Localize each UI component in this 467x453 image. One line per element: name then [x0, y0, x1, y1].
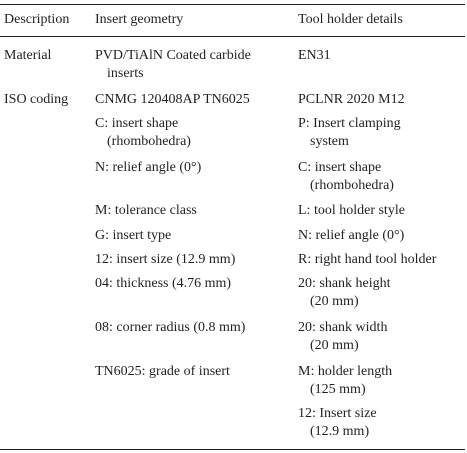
row-insert-geometry [95, 275, 231, 293]
cell-line: TN6025: grade of insert [95, 364, 230, 379]
row-tool-holder [298, 363, 392, 399]
row-tool-holder [298, 91, 405, 109]
cell-line: N: relief angle (0°) [298, 228, 405, 243]
cell-line: C: insert shape [95, 116, 179, 131]
cell-line: L: tool holder style [298, 203, 405, 218]
cell-line: EN31 [298, 48, 331, 63]
cell-line: inserts [107, 66, 144, 81]
cell-line: PVD/TiAlN Coated carbide [95, 48, 251, 63]
row-tool-holder [298, 159, 394, 195]
row-tool-holder [298, 319, 387, 355]
cell-line: 08: corner radius (0.8 mm) [95, 320, 246, 335]
row-tool-holder [298, 115, 401, 151]
row-insert-geometry [95, 202, 197, 220]
cell-line: (20 mm) [310, 294, 359, 309]
cell-line: G: insert type [95, 228, 172, 243]
row-insert-geometry [95, 319, 245, 337]
cell-line: N: relief angle (0°) [95, 160, 202, 175]
cell-line: M: holder length [298, 364, 393, 379]
cell-line: R: right hand tool holder [298, 252, 437, 267]
row-tool-holder [298, 202, 405, 220]
header-insert-geometry: Insert geometry [95, 12, 184, 27]
row-tool-holder [298, 47, 331, 65]
cell-line: (20 mm) [310, 338, 359, 353]
row-insert-geometry [95, 91, 250, 109]
cell-line: 20: shank width [298, 320, 388, 335]
cell-line: P: Insert clamping [298, 116, 401, 131]
row-tool-holder [298, 275, 391, 311]
cell-line: system [310, 134, 349, 149]
row-insert-geometry [95, 251, 235, 269]
row-insert-geometry [95, 363, 230, 381]
cell-line: C: insert shape [298, 160, 382, 175]
row-insert-geometry [95, 47, 251, 83]
cell-line: (12.9 mm) [310, 424, 370, 439]
cell-line: M: tolerance class [95, 203, 197, 218]
row-insert-geometry [95, 115, 191, 151]
row-insert-geometry [95, 159, 201, 177]
cell-line: (rhombohedra) [310, 178, 394, 193]
cell-line: 12: insert size (12.9 mm) [95, 252, 236, 267]
cell-line: 20: shank height [298, 276, 391, 291]
row-tool-holder [298, 251, 436, 269]
header-tool-holder-details: Tool holder details [298, 12, 403, 27]
cell-line: (125 mm) [310, 382, 366, 397]
header-description: Description [4, 12, 70, 27]
header-rule [0, 36, 465, 37]
row-insert-geometry [95, 227, 171, 245]
cell-line: 04: thickness (4.76 mm) [95, 276, 232, 291]
table-bottom-rule [0, 449, 465, 450]
cell-line: CNMG 120408AP TN6025 [95, 92, 250, 107]
row-tool-holder [298, 227, 404, 245]
table-top-rule [0, 4, 465, 5]
cell-line: 12: Insert size [298, 406, 377, 421]
cell-line: (rhombohedra) [107, 134, 191, 149]
row-description: Material [4, 48, 52, 63]
row-tool-holder [298, 405, 377, 441]
cell-line: PCLNR 2020 M12 [298, 92, 405, 107]
row-description: ISO coding [4, 92, 69, 107]
